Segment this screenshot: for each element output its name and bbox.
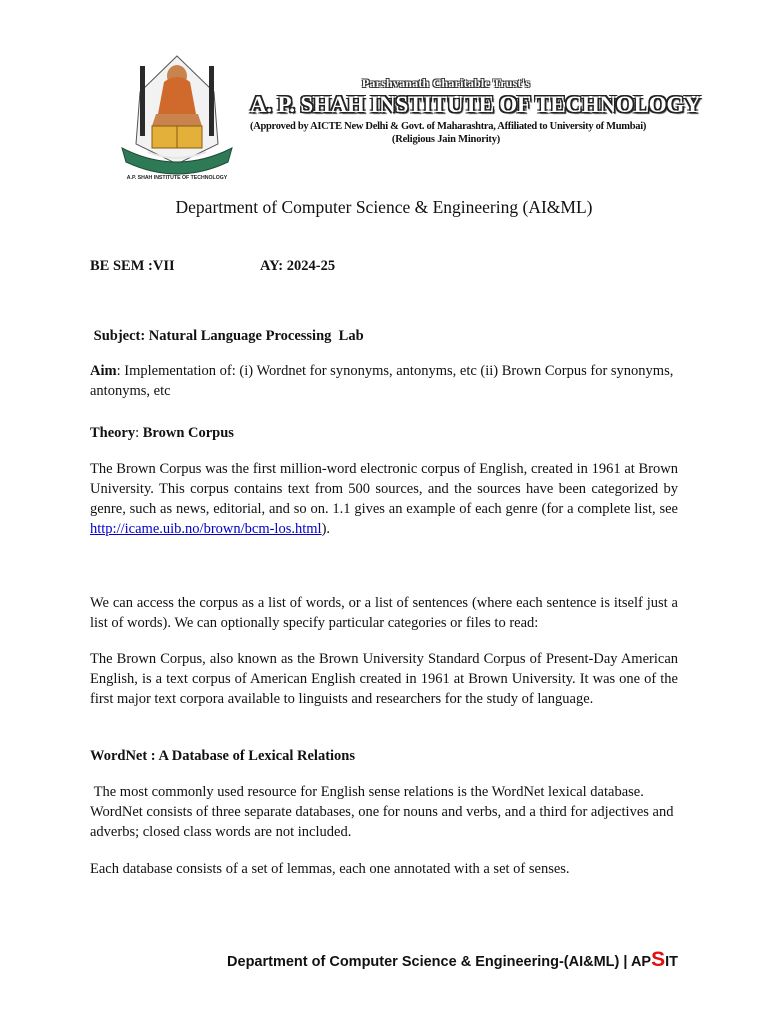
approval-line: (Approved by AICTE New Delhi & Govt. of Maharashtra, Affiliated to University of Mumbai) [250, 121, 647, 132]
bcm-los-link[interactable]: http://icame.uib.no/brown/bcm-los.html [90, 521, 322, 537]
brown-paragraph-1 [90, 459, 678, 539]
theory-label: Theory [90, 425, 136, 441]
brown-p1-text: The Brown Corpus was the first million-word electronic corpus of English, created in 1961 at Brown University. This corpus contains text from 500 sources, and the sources have been categorized by genre, such as news, editorial, and so on. 1.1 gives an example of each genre (for a complete list, see [90, 461, 678, 517]
semester-label: BE SEM :VII [90, 258, 175, 274]
brown-paragraph-3: The Brown Corpus, also known as the Brown University Standard Corpus of Present-Day American English, is a text corpus of American English created in 1961 at Brown University. It was one of the first major text corpora available to linguists and researchers for the study of language. [90, 651, 678, 707]
theory-sep: : [135, 425, 143, 441]
institute-name: A. P. SHAH INSTITUTE OF TECHNOLOGY [250, 92, 701, 117]
brown-p1-tail: ). [321, 521, 331, 537]
wordnet-paragraph-1: The most commonly used resource for English sense relations is the WordNet lexical database. WordNet consists of three separate databases, one for nouns and verbs, and a third for adjectives and adverbs; closed class words are not included. [90, 784, 678, 840]
wordnet-heading: WordNet : A Database of Lexical Relations [90, 748, 356, 764]
brown-paragraph-2: We can access the corpus as a list of words, or a list of sentences (where each sentence is itself just a list of words). We can optionally specify particular categories or files to read: [90, 595, 678, 631]
wordnet-paragraph-2: Each database consists of a set of lemmas, each one annotated with a set of senses. [90, 861, 570, 877]
svg-text:A.P. SHAH INSTITUTE OF TECHNOL: A.P. SHAH INSTITUTE OF TECHNOLOGY [126, 175, 228, 181]
academic-year-label: AY: 2024-25 [260, 258, 336, 274]
trust-name: Parshvanath Charitable Trust's [361, 76, 531, 90]
page-footer [227, 948, 678, 972]
institute-logo [118, 52, 236, 184]
theory-heading [90, 423, 678, 443]
aim-label: Aim [90, 363, 117, 379]
aim-paragraph [90, 361, 678, 401]
footer-dept: Department of Computer Science & Engineering-(AI&ML) | AP [227, 954, 652, 970]
theory-title: Brown Corpus [142, 425, 234, 441]
institute-header [250, 76, 701, 145]
footer-it: IT [665, 954, 678, 970]
department-title: Department of Computer Science & Engineering (AI&ML) [175, 197, 593, 217]
subject-line: Subject: Natural Language Processing Lab [90, 328, 364, 344]
footer-s: S [651, 948, 666, 971]
minority-line: (Religious Jain Minority) [391, 134, 501, 145]
aim-text: : Implementation of: (i) Wordnet for synonyms, antonyms, etc (ii) Brown Corpus for synonyms, antonyms, etc [90, 363, 674, 399]
